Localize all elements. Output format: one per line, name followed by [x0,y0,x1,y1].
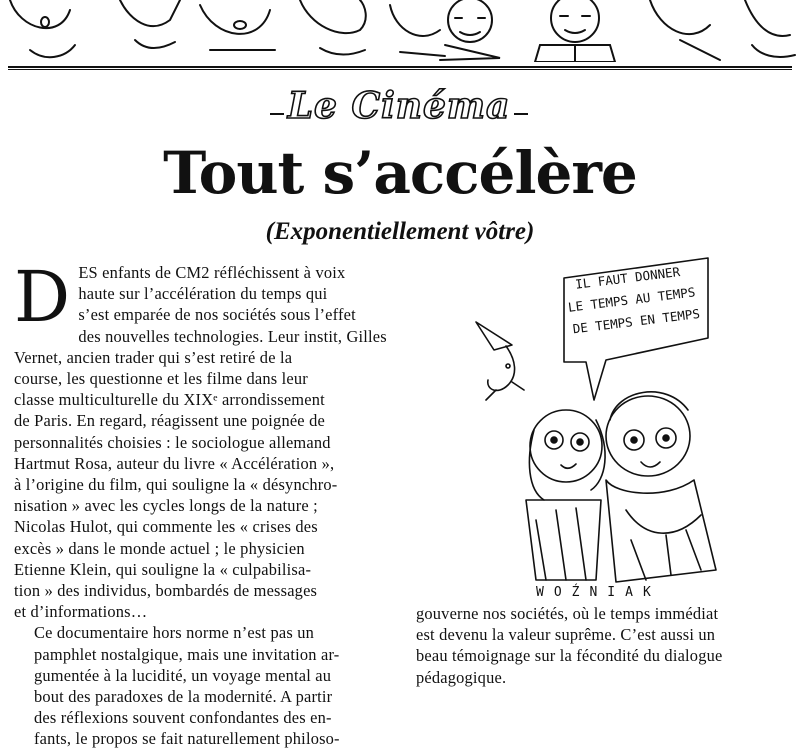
speech-line: DE TEMPS EN TEMPS [571,305,701,337]
drop-cap: D [14,256,71,338]
cartoon-illustration [416,250,792,602]
article-line: personnalités choisies : le sociologue allemand [14,432,331,452]
article-line: Ce documentaire hors norme n’est pas un [34,623,314,643]
article-line: est devenu la valeur suprême. C’est aussi un [416,625,716,645]
speech-line: IL FAUT DONNER [574,264,681,292]
article-line: classe multiculturelle du XIXᵉ arrondissement [14,390,325,410]
banner-rule [8,66,792,68]
subheadline: (Exponentiellement vôtre) [265,218,535,245]
article-column-left [14,256,400,750]
article-line: pédagogique. [416,667,507,687]
article-line: de Paris. En regard, réagissent une poignée de [14,411,325,431]
headline: Tout s’accélère [163,139,637,207]
article-line: et d’informations… [14,602,148,622]
article-line: des nouvelles technologies. Leur instit, Gilles [78,326,387,346]
artist-signature: WOŹNIAK [536,585,661,600]
article-line: ES enfants de CM2 réfléchissent à voix [78,263,346,282]
article-line: nisation » avec les cycles longs de la nature ; [14,496,318,516]
section-heading [270,84,528,128]
article-line: Etienne Klein, qui souligne la « culpabilisa- [14,559,312,579]
article-line: gouverne nos sociétés, où le temps immédiat [416,604,719,623]
article-line: haute sur l’accélération du temps qui [78,284,328,304]
section-label: Le Cinéma [284,84,515,128]
article-line: Vernet, ancien trader qui s’est retiré de la [14,347,293,367]
article-line: gumentée à la lucidité, un voyage mental au [34,665,332,685]
article-column-right [416,603,792,688]
speech-line: LE TEMPS AU TEMPS [567,284,697,315]
article-line: à l’origine du film, qui souligne la « désynchro- [14,475,338,495]
article-line: beau témoignage sur la fécondité du dialogue [416,646,723,666]
article-line: fants, le propos se fait naturellement philoso- [34,729,340,749]
caricature-banner [0,0,800,62]
article-line: bout des paradoxes de la modernité. A partir [34,687,333,707]
article-line: tion » des individus, bombardés de messages [14,581,318,601]
article-line: course, les questionne et les filme dans leur [14,369,308,389]
article-line: des réflexions souvent confondantes des en- [34,708,332,728]
article-line: s’est emparée de nos sociétés sous l’effet [78,305,356,325]
article-line: excès » dans le monde actuel ; le physicien [14,538,305,558]
article-line: Hartmut Rosa, auteur du livre « Accélération », [14,453,335,473]
article-line: pamphlet nostalgique, mais une invitation ar- [34,644,340,664]
banner-rule-thin [8,69,792,70]
article-line: Nicolas Hulot, qui commente les « crises des [14,517,318,537]
